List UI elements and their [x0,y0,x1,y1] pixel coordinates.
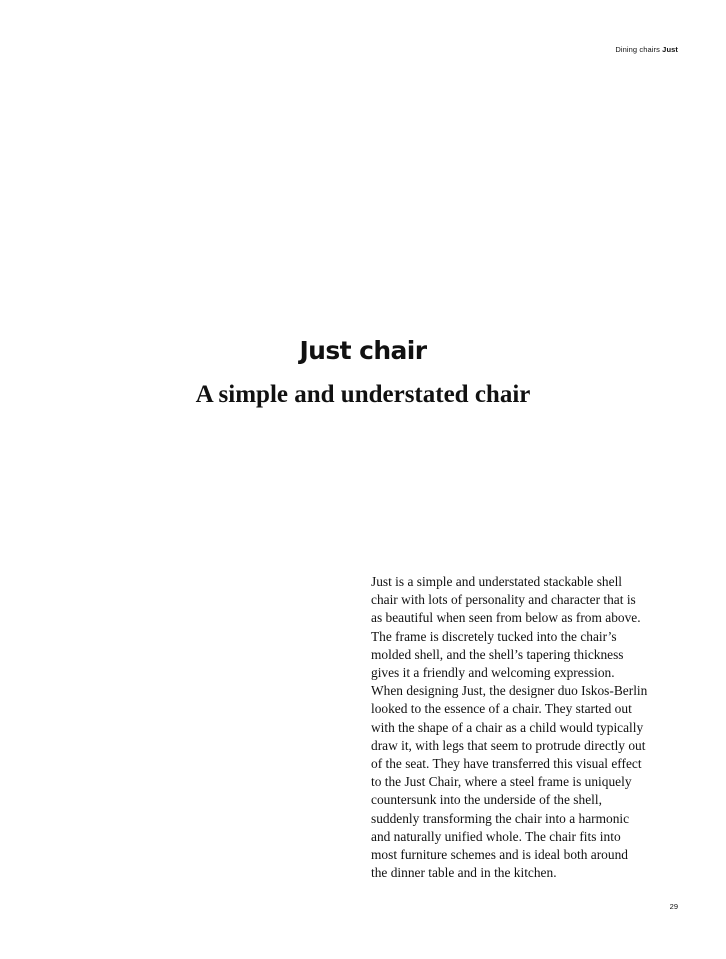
body-line: and naturally unified whole. The chair fits into [371,828,621,844]
body-line: as beautiful when seen from below as from above. [371,610,641,626]
page-title: Just chair [299,336,427,365]
body-line: to the Just Chair, where a steel frame is uniquely [371,774,632,790]
running-header [615,45,678,54]
body-line: the dinner table and in the kitchen. [371,865,557,881]
body-line: draw it, with legs that seem to protrude directly out [371,737,646,753]
page-number: 29 [669,902,678,911]
body-line: countersunk into the underside of the shell, [371,792,602,808]
header-section-label: Dining chairs [615,45,660,54]
page-subtitle: A simple and understated chair [195,381,531,408]
body-line: Just is a simple and understated stackable shell [371,574,623,589]
body-line: with the shape of a chair as a child would typically [371,719,644,735]
body-line: of the seat. They have transferred this visual effect [371,756,642,772]
body-line: most furniture schemes and is ideal both around [371,847,628,863]
body-line: looked to the essence of a chair. They started out [371,701,632,717]
body-line: The frame is discretely tucked into the chair’s [371,628,617,644]
body-paragraph [371,573,661,882]
header-product-label: Just [662,45,678,54]
body-line: chair with lots of personality and character that is [371,592,636,608]
body-line: suddenly transforming the chair into a harmonic [371,810,630,826]
body-line: gives it a friendly and welcoming expression. [371,665,615,681]
body-line: molded shell, and the shell’s tapering thickness [371,646,624,662]
body-line: When designing Just, the designer duo Iskos-Berlin [371,683,648,699]
